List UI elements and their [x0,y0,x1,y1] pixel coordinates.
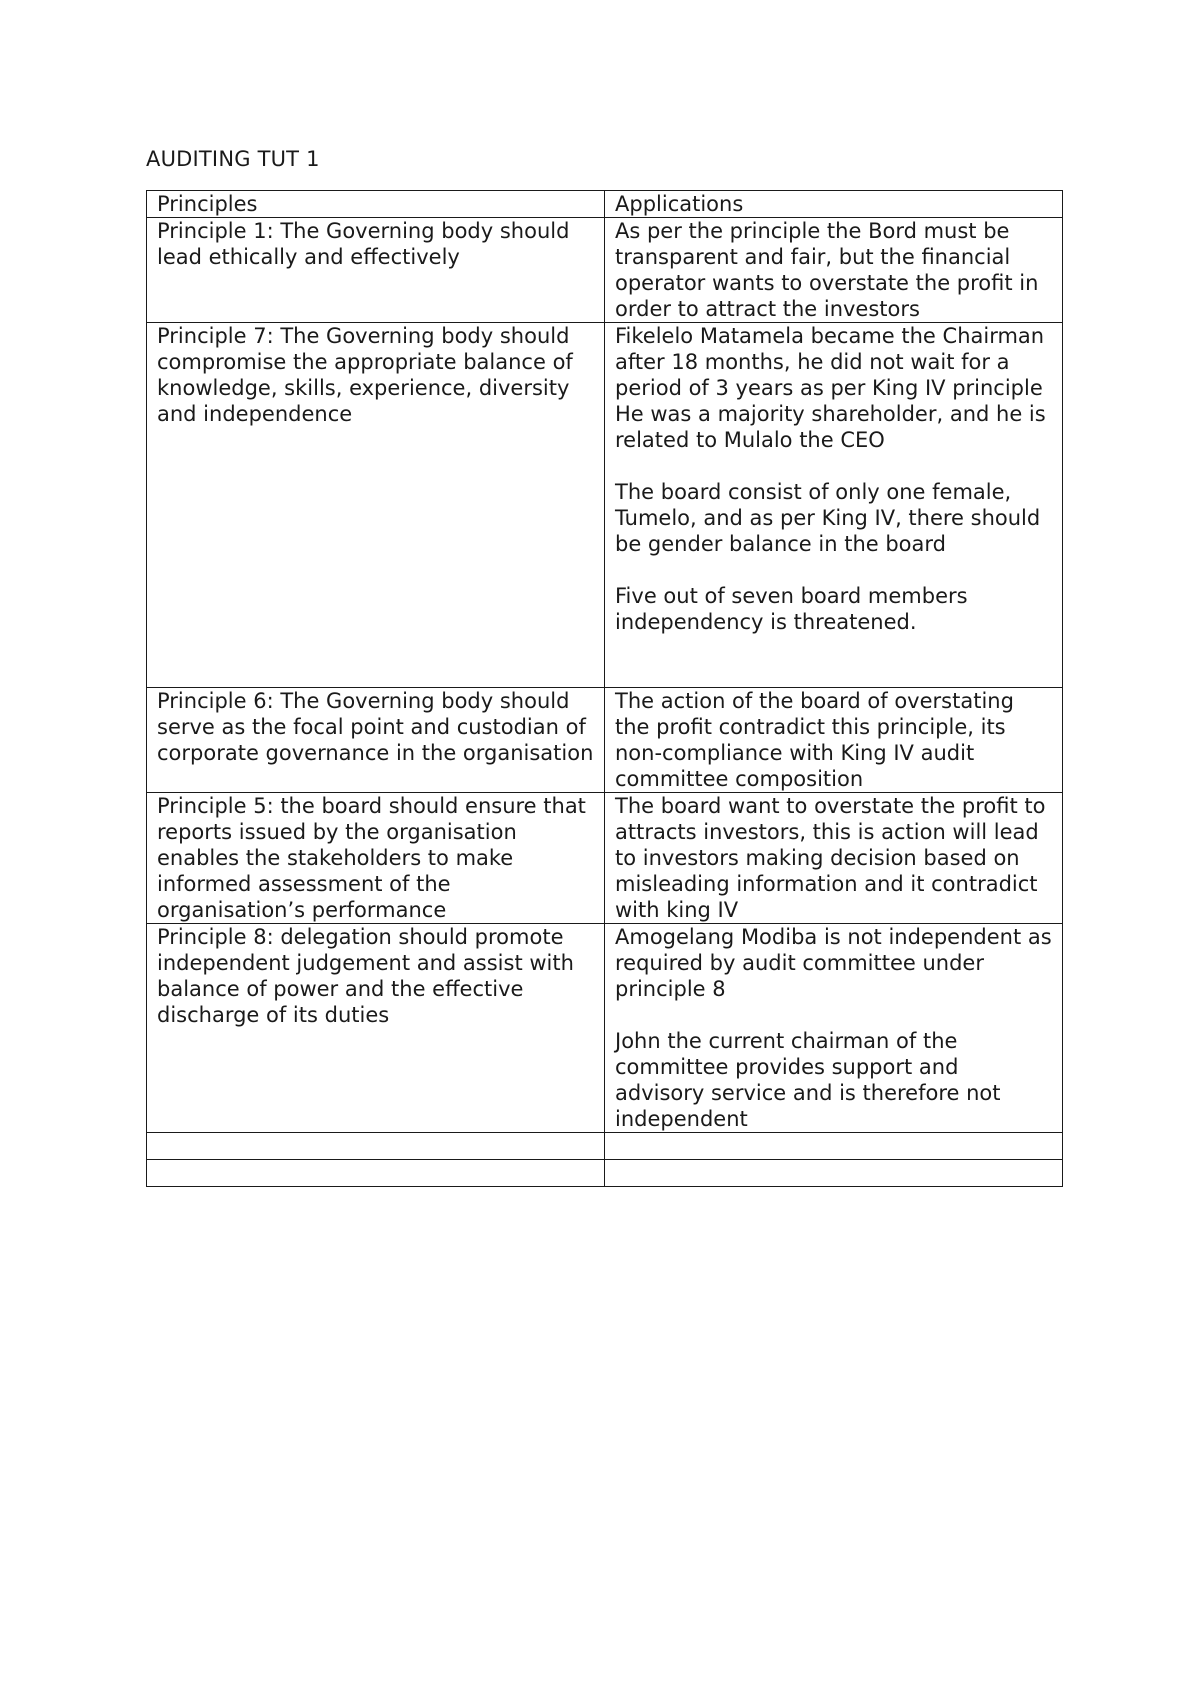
table-header-row [147,191,1063,218]
principles-table [146,190,1063,1187]
principles-header: Principles [147,191,605,218]
empty-table-row [147,1160,1063,1187]
table-row [147,323,1063,688]
application-cell: Amogelang Modiba is not independent as required by audit committee under principle 8 John the current chairman of the committee provides support and advisory service and is therefore not independent [605,924,1063,1133]
table-row [147,924,1063,1133]
table-row [147,688,1063,793]
document-title: AUDITING TUT 1 [146,147,320,171]
table-row [147,793,1063,924]
application-cell: Fikelelo Matamela became the Chairman after 18 months, he did not wait for a period of 3 years as per King IV principle He was a majority shareholder, and he is related to Mulalo the CEO The board consist of only one female, Tumelo, and as per King IV, there should be gender balance in the board Five out of seven board members independency is threatened. [605,323,1063,688]
empty-cell [605,1133,1063,1160]
application-cell: As per the principle the Bord must be transparent and fair, but the financial operator wants to overstate the profit in order to attract the investors [605,218,1063,323]
application-cell: The action of the board of overstating the profit contradict this principle, its non-compliance with King IV audit committee composition [605,688,1063,793]
application-cell: The board want to overstate the profit to attracts investors, this is action will lead to investors making decision based on misleading information and it contradict with king IV [605,793,1063,924]
empty-cell [147,1133,605,1160]
applications-header: Applications [605,191,1063,218]
principle-cell: Principle 5: the board should ensure that reports issued by the organisation enables the stakeholders to make informed assessment of the organisation’s performance [147,793,605,924]
empty-cell [147,1160,605,1187]
principle-cell: Principle 6: The Governing body should serve as the focal point and custodian of corporate governance in the organisation [147,688,605,793]
principle-cell: Principle 1: The Governing body should lead ethically and effectively [147,218,605,323]
principle-cell: Principle 8: delegation should promote independent judgement and assist with balance of power and the effective discharge of its duties [147,924,605,1133]
table-row [147,218,1063,323]
empty-cell [605,1160,1063,1187]
empty-table-row [147,1133,1063,1160]
principle-cell: Principle 7: The Governing body should compromise the appropriate balance of knowledge, skills, experience, diversity and independence [147,323,605,688]
